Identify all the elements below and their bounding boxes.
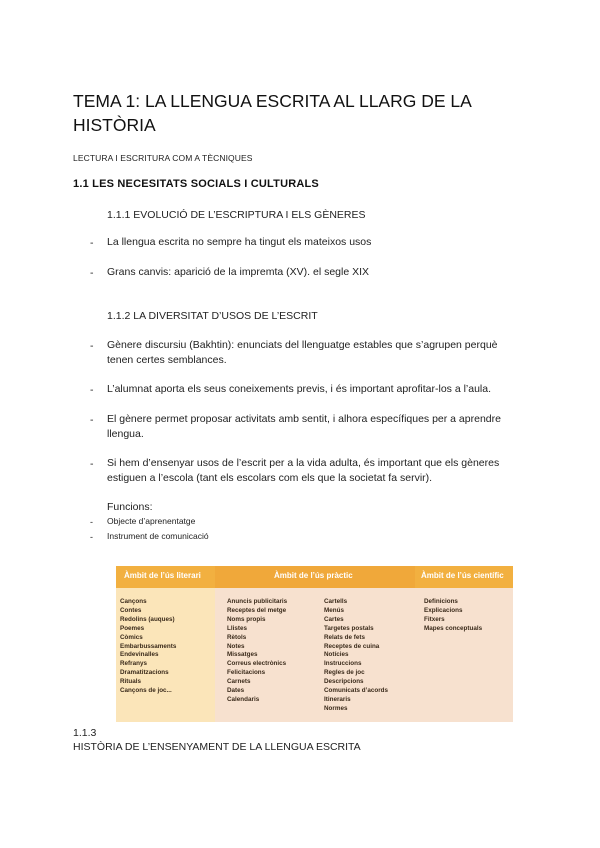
bullet-text-continued: estiguen a l’escola (tant els escolars com els que la societat fa servir).	[107, 472, 433, 484]
page-title-line-2: HISTÒRIA	[73, 115, 156, 135]
list-item: Dates	[227, 687, 245, 695]
genres-table	[116, 566, 513, 722]
list-item: Missatges	[227, 651, 258, 659]
list-item: Cançons de joc...	[120, 687, 172, 695]
list-item: Endevinalles	[120, 651, 159, 659]
header-literari: Àmbit de l’ús literari	[124, 571, 201, 580]
list-item: Instruccions	[324, 660, 362, 668]
section-heading-1-1-3: HISTÒRIA DE L’ENSENYAMENT DE LA LLENGUA ESCRITA	[73, 741, 361, 753]
bullet-text: La llengua escrita no sempre ha tingut els mateixos usos	[107, 236, 372, 248]
section-heading-1-1: 1.1 LES NECESITATS SOCIALS I CULTURALS	[73, 178, 319, 190]
section-number-1-1-3: 1.1.3	[73, 727, 97, 739]
list-item: Llistes	[227, 624, 247, 632]
bullet-text: L’alumnat aporta els seus coneixements previs, i és important aprofitar-los a l’aula.	[107, 383, 492, 395]
bullet-dash: -	[90, 340, 94, 352]
list-item: Notes	[227, 642, 245, 650]
list-item: Normes	[324, 704, 348, 712]
funcio-item: Instrument de comunicació	[107, 531, 209, 541]
list-item: Cartes	[324, 615, 344, 623]
list-item: Felicitacions	[227, 669, 266, 677]
header-practic: Àmbit de l’ús pràctic	[274, 571, 353, 580]
list-item: Explicacions	[424, 606, 463, 614]
list-item: Cartells	[324, 598, 348, 605]
list-item: Notícies	[324, 651, 349, 659]
list-item: Noms propis	[227, 615, 266, 623]
bullet-dash: -	[90, 517, 93, 527]
list-item: Carnets	[227, 678, 251, 686]
list-item: Targetes postals	[324, 624, 374, 632]
page-title-line-1: TEMA 1: LA LLENGUA ESCRITA AL LLARG DE LA	[73, 91, 472, 111]
literari-list	[120, 598, 176, 696]
list-item: Còmics	[120, 633, 143, 641]
bullet-text: Grans canvis: aparició de la impremta (XV). el segle XIX	[107, 266, 370, 278]
list-item: Definicions	[424, 598, 458, 605]
list-item: Rètols	[227, 633, 247, 641]
list-item: Contes	[120, 606, 142, 614]
funcio-item: Objecte d’aprenentatge	[107, 516, 196, 526]
list-item: Receptes del metge	[227, 606, 287, 614]
list-item: Comunicats d’acords	[324, 687, 389, 695]
list-item: Rituals	[120, 678, 141, 686]
list-item: Anuncis publicitaris	[227, 598, 288, 605]
bullet-text-continued: llengua.	[107, 428, 144, 440]
section-heading-1-1-1: 1.1.1 EVOLUCIÓ DE L’ESCRIPTURA I ELS GÈNERES	[107, 209, 366, 221]
list-item: Poemes	[120, 624, 145, 632]
list-item: Redolins (auques)	[120, 615, 175, 623]
header-cientific: Àmbit de l’ús científic	[421, 571, 504, 580]
list-item: Mapes conceptuals	[424, 624, 483, 632]
list-item: Descripcions	[324, 678, 364, 686]
bullet-dash: -	[90, 532, 93, 542]
bullet-dash: -	[90, 458, 94, 470]
practic-list-a	[227, 598, 287, 705]
list-item: Refranys	[120, 660, 147, 668]
bullet-dash: -	[90, 384, 94, 396]
list-item: Correus electrònics	[227, 660, 287, 668]
list-item: Cançons	[120, 598, 147, 605]
list-item: Regles de joc	[324, 669, 365, 677]
list-item: Itineraris	[324, 695, 351, 703]
bullet-text-continued: tenen certes semblances.	[107, 354, 227, 366]
list-item: Receptes de cuina	[324, 642, 380, 650]
funcions-label: Funcions:	[107, 501, 153, 513]
bullet-dash: -	[90, 414, 94, 426]
bullet-dash: -	[90, 267, 94, 279]
list-item: Relats de fets	[324, 633, 365, 641]
bullet-text: El gènere permet proposar activitats amb sentit, i alhora específiques per a aprendre	[107, 413, 501, 425]
cientific-list	[424, 598, 482, 634]
subtitle: LECTURA I ESCRITURA COM A TÈCNIQUES	[73, 153, 253, 163]
practic-list-b	[324, 598, 388, 714]
list-item: Calendaris	[227, 695, 260, 703]
bullet-dash: -	[90, 237, 94, 249]
list-item: Menús	[324, 606, 344, 614]
list-item: Fitxers	[424, 615, 445, 623]
section-heading-1-1-2: 1.1.2 LA DIVERSITAT D’USOS DE L’ESCRIT	[107, 310, 318, 322]
bullet-text: Gènere discursiu (Bakhtin): enunciats del llenguatge estables que s’agrupen perquè	[107, 339, 498, 351]
bullet-text: Si hem d’ensenyar usos de l’escrit per a la vida adulta, és important que els gèneres	[107, 457, 500, 469]
list-item: Dramatitzacions	[120, 669, 169, 677]
list-item: Embarbussaments	[120, 642, 177, 650]
